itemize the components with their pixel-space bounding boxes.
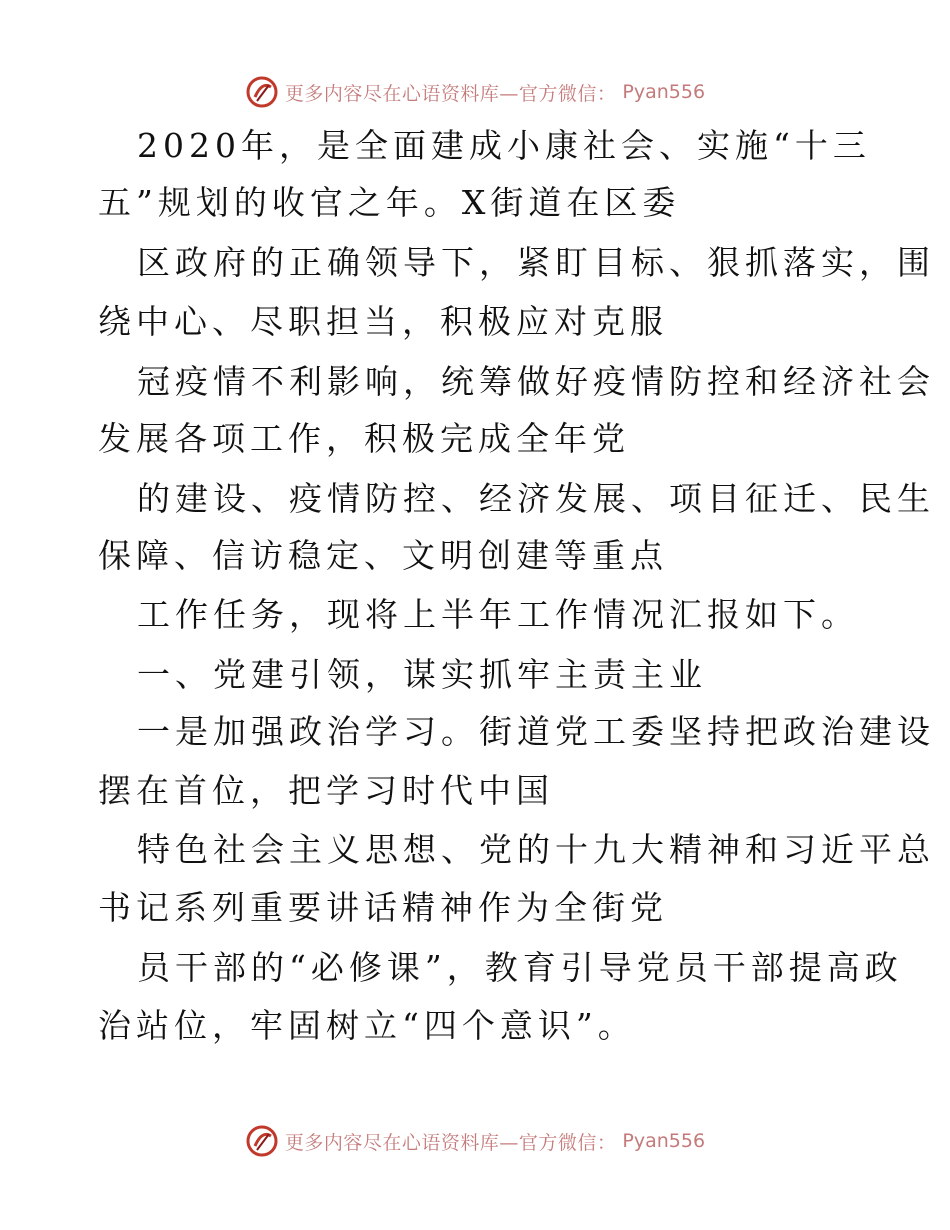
header-watermark (0, 72, 950, 112)
paragraph-line: 区政府的正确领导下，紧盯目标、狠抓落实，围 (137, 243, 935, 282)
paragraph-line: 的建设、疫情防控、经济发展、项目征迁、民生 (137, 479, 935, 518)
paragraph-line: 治站位，牢固树立“四个意识”。 (98, 1006, 636, 1045)
paragraph-line: 保障、信访稳定、文明创建等重点 (98, 536, 668, 575)
paragraph-line: 特色社会主义思想、党的十九大精神和习近平总 (137, 830, 935, 869)
seal-logo-icon (245, 1124, 279, 1158)
paragraph-line: 冠疫情不利影响，统筹做好疫情防控和经济社会 (137, 362, 935, 401)
paragraph-line: 摆在首位，把学习时代中国 (98, 771, 554, 810)
footer-watermark (0, 1121, 950, 1161)
watermark-text: 更多内容尽在心语资料库—官方微信： (284, 1131, 617, 1154)
watermark-wechat-id: Pyan556 (622, 1130, 706, 1152)
watermark-wechat-id: Pyan556 (622, 81, 706, 103)
paragraph-line: 2020年，是全面建成小康社会、实施“十三 (137, 126, 871, 165)
paragraph-line: 一是加强政治学习。街道党工委坚持把政治建设 (137, 712, 935, 751)
watermark-text: 更多内容尽在心语资料库—官方微信： (284, 82, 617, 105)
section-heading: 一、党建引领，谋实抓牢主责主业 (137, 655, 707, 694)
seal-logo-icon (245, 75, 279, 109)
paragraph-line: 书记系列重要讲话精神作为全街党 (98, 888, 668, 927)
paragraph-line: 员干部的“必修课”，教育引导党员干部提高政 (137, 948, 903, 987)
paragraph-line: 工作任务，现将上半年工作情况汇报如下。 (137, 595, 859, 634)
paragraph-line: 五”规划的收官之年。X街道在区委 (98, 183, 681, 222)
paragraph-line: 发展各项工作，积极完成全年党 (98, 419, 630, 458)
paragraph-line: 绕中心、尽职担当，积极应对克服 (98, 302, 668, 341)
